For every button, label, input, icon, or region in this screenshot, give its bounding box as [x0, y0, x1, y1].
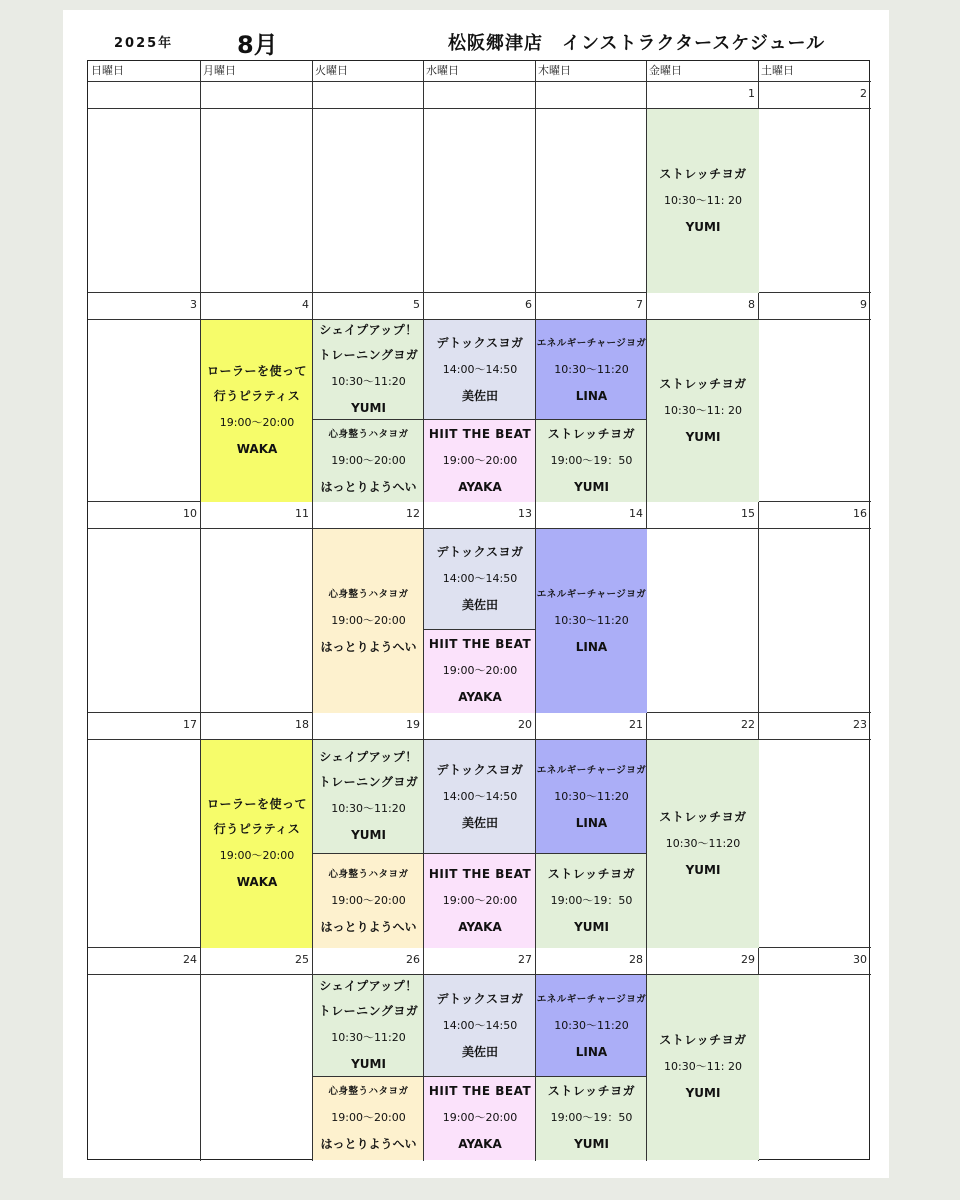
class-block[interactable] [312, 319, 424, 420]
class-instructor: WAKA [236, 442, 278, 456]
class-instructor: AYAKA [458, 690, 502, 704]
day-number [423, 81, 535, 108]
day-number: 30 [853, 953, 867, 966]
class-instructor: はっとりようへい [320, 1137, 417, 1151]
class-time: 19:00～20:00 [331, 893, 406, 907]
class-instructor: AYAKA [458, 1137, 502, 1151]
class-block[interactable] [312, 1076, 424, 1160]
class-block[interactable] [423, 739, 536, 854]
class-name: 心身整うハタヨガ [328, 1086, 409, 1097]
class-name: HIIT THE BEAT [428, 637, 532, 651]
class-time: 19:00～20:00 [442, 664, 518, 677]
class-instructor: YUMI [351, 828, 386, 842]
class-time: 14:00～14:50 [442, 789, 518, 803]
class-name: 心身整うハタヨガ [328, 588, 409, 600]
class-block[interactable] [535, 853, 647, 948]
class-instructor: はっとりようへい [320, 639, 417, 654]
class-block[interactable] [312, 528, 424, 713]
day-number: 2 [860, 87, 867, 100]
class-time: 19:00～20:00 [331, 1111, 406, 1124]
day-number: 15 [741, 507, 755, 520]
class-block[interactable] [646, 319, 759, 502]
class-block[interactable] [312, 419, 424, 502]
weekday-header: 水曜日 [426, 64, 459, 77]
month-label: 8月 [237, 31, 278, 59]
day-number: 17 [183, 718, 197, 731]
class-name: 心身整うハタヨガ [328, 868, 409, 880]
day-number: 4 [302, 298, 309, 311]
day-number: 14 [629, 507, 643, 520]
class-instructor: 美佐田 [461, 598, 498, 612]
day-number: 29 [741, 953, 755, 966]
class-name: デトックスヨガ [436, 335, 524, 350]
day-number: 10 [183, 507, 197, 520]
class-instructor: YUMI [685, 862, 721, 877]
class-time: 19:00～20:00 [219, 416, 295, 429]
class-instructor: AYAKA [458, 919, 502, 934]
day-number: 11 [295, 507, 309, 520]
class-block[interactable] [535, 528, 647, 713]
class-block[interactable] [535, 1076, 647, 1160]
weekday-header: 月曜日 [203, 64, 236, 77]
day-number [535, 81, 646, 108]
class-instructor: LINA [575, 815, 608, 830]
class-block[interactable] [423, 419, 536, 502]
class-instructor: YUMI [574, 479, 609, 494]
class-time: 10:30～11:20 [554, 362, 629, 376]
day-number: 16 [853, 507, 867, 520]
weekday-header: 木曜日 [538, 64, 571, 77]
class-time: 19:00～19：50 [550, 893, 633, 907]
class-block[interactable] [646, 974, 759, 1160]
class-instructor: YUMI [685, 1086, 721, 1100]
class-time: 19:00～20:00 [219, 849, 295, 862]
class-instructor: 美佐田 [461, 388, 498, 403]
class-time: 19:00～20:00 [331, 613, 406, 627]
class-name: エネルギーチャージヨガ [536, 588, 647, 600]
weekday-header: 金曜日 [649, 64, 682, 77]
class-instructor: LINA [575, 388, 608, 403]
day-number: 8 [748, 298, 755, 311]
class-instructor: 美佐田 [461, 815, 498, 830]
day-number: 23 [853, 718, 867, 731]
day-number: 6 [525, 298, 532, 311]
class-time: 19:00～20:00 [331, 453, 406, 467]
weekday-header: 日曜日 [91, 64, 124, 77]
class-instructor: AYAKA [458, 479, 502, 494]
day-number: 22 [741, 718, 755, 731]
class-time: 14:00～14:50 [442, 362, 518, 376]
class-time: 14:00～14:50 [442, 1018, 518, 1032]
calendar-grid [87, 60, 870, 1160]
class-name: 心身整うハタヨガ [328, 428, 409, 440]
day-number: 5 [413, 298, 420, 311]
day-number: 26 [406, 953, 420, 966]
class-instructor: YUMI [685, 219, 721, 234]
class-name: デトックスヨガ [436, 991, 524, 1006]
class-name: シェイプアップ！ トレーニングヨガ [318, 750, 419, 789]
schedule-title: 松阪郷津店 インストラクタースケジュール [448, 33, 826, 54]
class-instructor: YUMI [574, 919, 609, 934]
day-number: 7 [636, 298, 643, 311]
class-block[interactable] [423, 974, 536, 1077]
class-instructor: LINA [575, 1044, 608, 1059]
class-name: ストレッチヨガ [547, 1084, 636, 1098]
class-name: ローラーを使って 行うピラティス [206, 797, 307, 836]
class-time: 10:30～11: 20 [664, 1060, 742, 1073]
class-block[interactable] [200, 739, 313, 948]
class-block[interactable] [535, 974, 647, 1077]
class-name: デトックスヨガ [436, 545, 524, 559]
class-instructor: はっとりようへい [320, 919, 417, 934]
class-instructor: はっとりようへい [320, 479, 417, 494]
class-time: 10:30～11:20 [331, 375, 406, 388]
class-block[interactable] [423, 629, 536, 713]
class-name: ストレッチヨガ [547, 426, 636, 441]
class-block[interactable] [312, 739, 424, 854]
class-name: エネルギーチャージヨガ [536, 993, 647, 1005]
day-number: 18 [295, 718, 309, 731]
class-instructor: 美佐田 [461, 1044, 498, 1059]
class-name: ストレッチヨガ [547, 866, 636, 881]
class-name: デトックスヨガ [436, 762, 524, 777]
day-number [200, 81, 312, 108]
day-number: 13 [518, 507, 532, 520]
class-instructor: LINA [575, 639, 608, 654]
class-block[interactable] [312, 853, 424, 948]
class-time: 10:30～11: 20 [664, 403, 742, 417]
class-name: HIIT THE BEAT [428, 1084, 532, 1098]
class-block[interactable] [423, 319, 536, 420]
day-number: 3 [190, 298, 197, 311]
day-number: 27 [518, 953, 532, 966]
class-instructor: YUMI [351, 1057, 386, 1071]
class-block[interactable] [423, 853, 536, 948]
class-name: ストレッチヨガ [659, 1033, 747, 1047]
class-instructor: YUMI [685, 429, 721, 444]
class-instructor: WAKA [236, 875, 278, 889]
class-block[interactable] [646, 108, 759, 293]
class-block[interactable] [200, 319, 313, 502]
class-time: 10:30～11:20 [554, 613, 629, 627]
day-number: 20 [518, 718, 532, 731]
day-number [88, 81, 200, 108]
class-name: ストレッチヨガ [659, 809, 747, 824]
class-time: 19:00～20:00 [442, 893, 518, 907]
class-block[interactable] [535, 419, 647, 502]
day-number: 1 [748, 87, 755, 100]
class-time: 10:30～11: 20 [664, 193, 742, 207]
class-instructor: YUMI [574, 1137, 609, 1151]
class-time: 19:00～20:00 [442, 453, 518, 467]
class-time: 10:30～11:20 [554, 789, 629, 803]
class-block[interactable] [423, 528, 536, 630]
weekday-header: 土曜日 [761, 64, 794, 77]
class-block[interactable] [535, 319, 647, 420]
class-name: シェイプアップ！ トレーニングヨガ [318, 979, 419, 1018]
class-block[interactable] [312, 974, 424, 1077]
class-time: 10:30～11:20 [331, 802, 406, 815]
day-number: 24 [183, 953, 197, 966]
class-time: 10:30～11:20 [665, 836, 741, 850]
class-name: ローラーを使って 行うピラティス [206, 364, 307, 403]
class-name: シェイプアップ！ トレーニングヨガ [318, 323, 419, 362]
class-time: 19:00～19：50 [550, 453, 633, 467]
class-time: 19:00～20:00 [442, 1111, 518, 1124]
class-block[interactable] [423, 1076, 536, 1160]
class-name: エネルギーチャージヨガ [536, 764, 647, 776]
column-divider [200, 61, 201, 1161]
class-block[interactable] [535, 739, 647, 854]
class-name: HIIT THE BEAT [428, 426, 532, 441]
day-number: 21 [629, 718, 643, 731]
day-number: 9 [860, 298, 867, 311]
class-time: 14:00～14:50 [442, 572, 518, 585]
class-time: 10:30～11:20 [554, 1018, 629, 1032]
day-number: 12 [406, 507, 420, 520]
class-name: HIIT THE BEAT [428, 866, 532, 881]
weekday-header: 火曜日 [315, 64, 348, 77]
class-name: エネルギーチャージヨガ [536, 337, 647, 349]
class-name: ストレッチヨガ [659, 376, 747, 391]
day-number [312, 81, 423, 108]
class-time: 10:30～11:20 [331, 1031, 406, 1044]
day-number: 28 [629, 953, 643, 966]
day-number: 19 [406, 718, 420, 731]
class-time: 19:00～19：50 [550, 1111, 633, 1124]
class-instructor: YUMI [351, 401, 386, 415]
class-block[interactable] [646, 739, 759, 948]
class-name: ストレッチヨガ [659, 166, 747, 181]
year-label: 2025年 [114, 36, 174, 51]
day-number: 25 [295, 953, 309, 966]
